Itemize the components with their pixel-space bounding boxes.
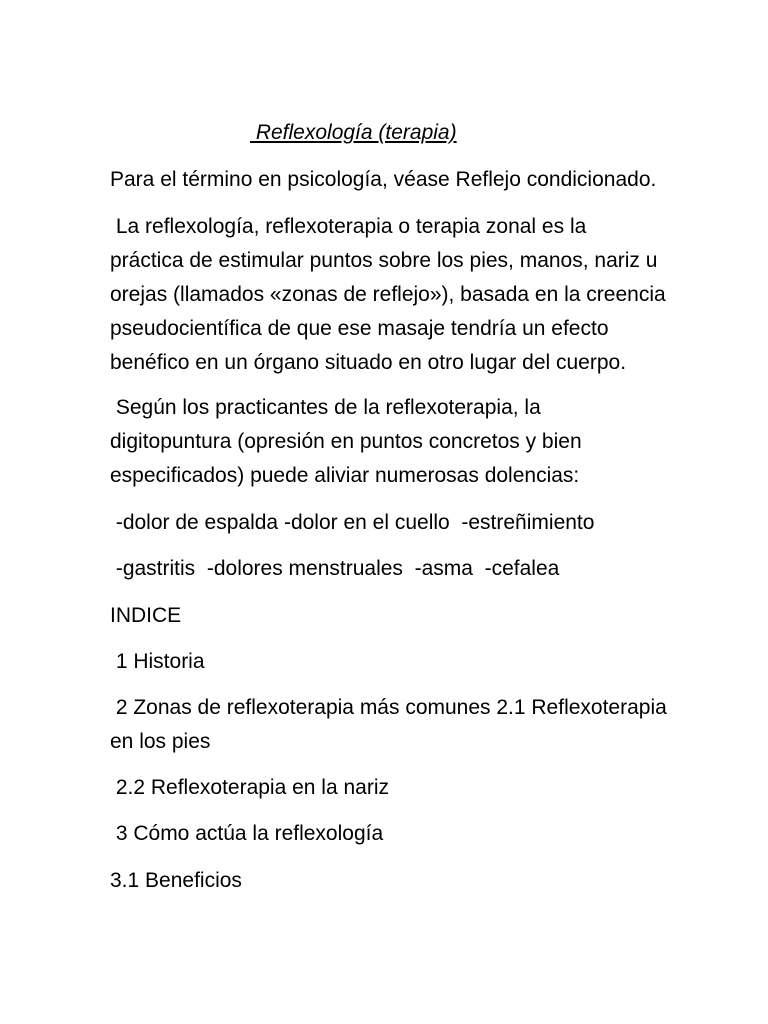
paragraph-line: La reflexología, reflexoterapia o terapia zonal es la xyxy=(110,215,587,238)
paragraph-line: digitopuntura (opresión en puntos concretos y bien xyxy=(110,430,582,453)
paragraph-line: práctica de estimular puntos sobre los pies, manos, nariz u xyxy=(110,249,658,272)
paragraph-line: benéfico en un órgano situado en otro lugar del cuerpo. xyxy=(110,351,627,374)
index-heading: INDICE xyxy=(110,604,182,627)
disambiguation-note: Para el término en psicología, véase Reflejo condicionado. xyxy=(110,168,657,191)
index-item: en los pies xyxy=(110,730,211,753)
paragraph-line: Según los practicantes de la reflexoterapia, la xyxy=(110,396,541,419)
index-item: 2 Zonas de reflexoterapia más comunes 2.1 Reflexoterapia xyxy=(110,696,667,719)
index-item: 2.2 Reflexoterapia en la nariz xyxy=(110,776,389,799)
paragraph-line: orejas (llamados «zonas de reflejo»), basada en la creencia xyxy=(110,283,666,306)
ailments-list-line: -dolor de espalda -dolor en el cuello -estreñimiento xyxy=(110,511,595,534)
paragraph-line: pseudocientífica de que ese masaje tendría un efecto xyxy=(110,317,609,340)
index-item: 1 Historia xyxy=(110,650,205,673)
index-item: 3 Cómo actúa la reflexología xyxy=(110,822,384,845)
index-item: 3.1 Beneficios xyxy=(110,869,242,892)
paragraph-line: especificados) puede aliviar numerosas dolencias: xyxy=(110,464,580,487)
document-title: Reflexología (terapia) xyxy=(250,121,457,144)
ailments-list-line: -gastritis -dolores menstruales -asma -cefalea xyxy=(110,557,560,580)
